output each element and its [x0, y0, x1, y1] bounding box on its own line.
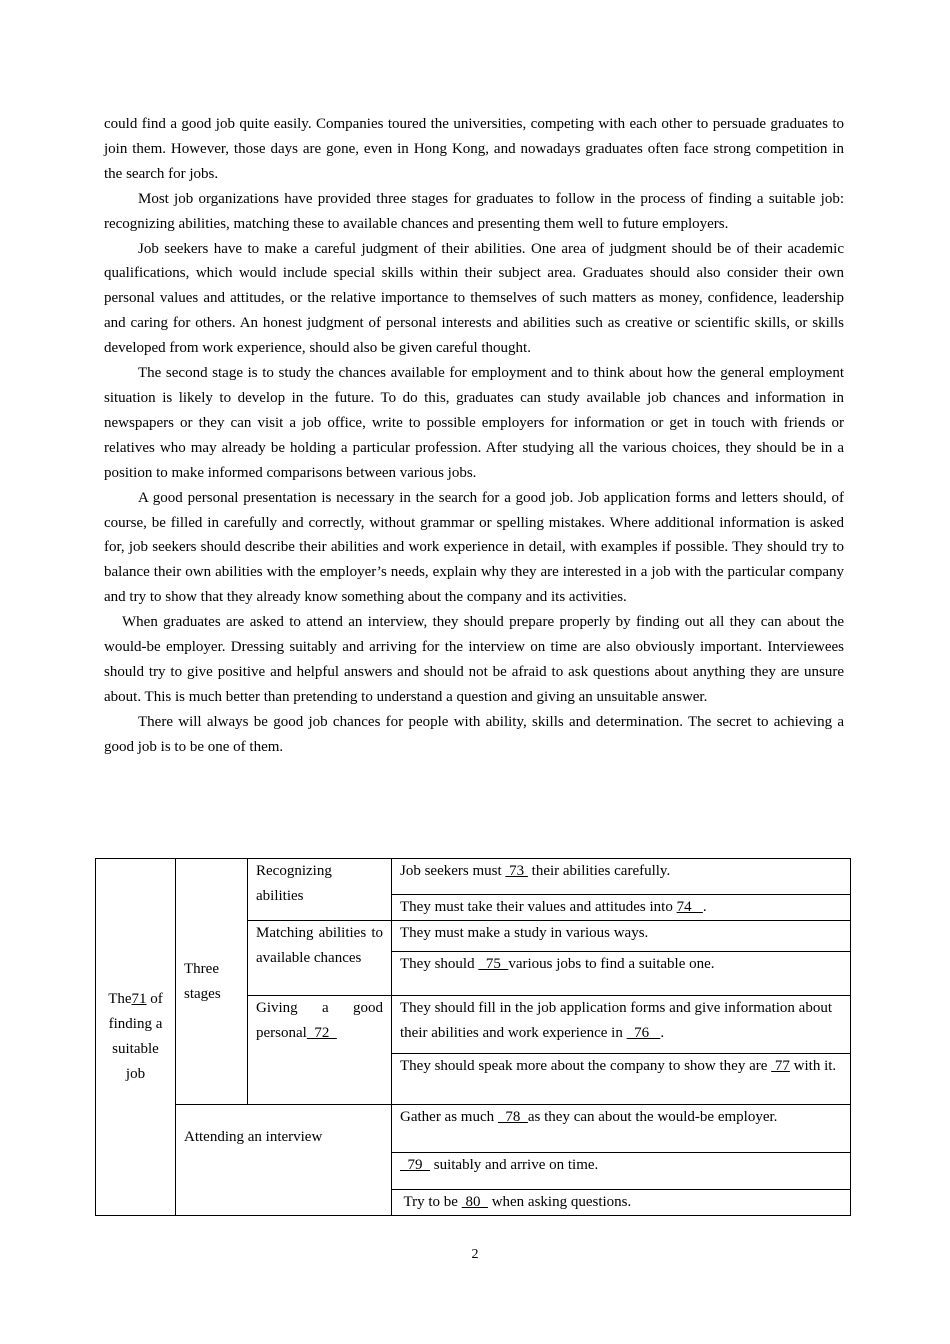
detail-row: They should 75 various jobs to find a suitable one. — [392, 952, 851, 996]
blank-80: 80 — [461, 1194, 488, 1210]
detail-row: They must make a study in various ways. — [392, 921, 851, 952]
article-text — [104, 112, 844, 760]
stage-presentation: Giving a good personal 72 — [248, 996, 392, 1105]
paragraph: The second stage is to study the chances available for employment and to think about how the general employment situation is likely to develop in the future. To do this, graduates can study available job chances and information in newspapers or they can visit a job office, write to possible employers for information or get in touch with friends or relatives who may already be holding a particular profession. After studying all the various choices, they should be in a position to make informed comparisons between various jobs. — [104, 365, 844, 481]
paragraph: could find a good job quite easily. Companies toured the universities, competing with each other to persuade graduates to join them. However, those days are gone, even in Hong Kong, and nowadays graduates often face strong competition in the search for jobs. — [104, 116, 844, 182]
topic-cell: The71 of finding a suitable job — [96, 859, 176, 1216]
detail-row: They should speak more about the company to show they are 77 with it. — [392, 1054, 851, 1105]
paragraph: Most job organizations have provided three stages for graduates to follow in the process of finding a suitable job: recognizing abilities, matching these to available chances and presenting them well to future employers. — [104, 190, 844, 232]
detail-row: Job seekers must 73 their abilities carefully. — [392, 859, 851, 895]
page-number: 2 — [471, 1247, 479, 1262]
blank-73: 73 — [505, 863, 528, 879]
paragraph: There will always be good job chances for people with ability, skills and determination. The secret to achieving a good job is to be one of them. — [104, 713, 844, 755]
blank-71: 71 — [131, 991, 147, 1008]
detail-row: They should fill in the job application forms and give information about their abilities and work experience in 76 . — [392, 996, 851, 1054]
paragraph: A good personal presentation is necessary in the search for a good job. Job application forms and letters should, of course, be filled in carefully and correctly, without grammar or spelling mistakes. Where additional information is asked for, job seekers should describe their abilities and work experience in detail, with examples if possible. They should try to balance their own abilities with the employer’s needs, explain why they are interested in a job with the particular company and try to show that they already know something about the company and its activities. — [104, 489, 844, 606]
blank-75: 75 — [478, 956, 509, 972]
stage-interview: Attending an interview — [176, 1105, 392, 1216]
stage-recognizing: Recognizing abilities — [248, 859, 392, 921]
paragraph: Job seekers have to make a careful judgment of their abilities. One area of judgment should be of their academic qualifications, which would include special skills within their subject area. Graduates should also consider their own personal values and attitudes, or the relative importance to themselves of such matters as money, confidence, leadership and caring for others. An honest judgment of personal interests and abilities such as creative or scientific skills, or skills developed from work experience, should also be given careful thought. — [104, 240, 844, 357]
three-stages-cell: Three stages — [176, 859, 248, 1105]
blank-72: 72 — [306, 1024, 337, 1041]
blank-77: 77 — [771, 1058, 790, 1074]
blank-78: 78 — [497, 1109, 528, 1125]
detail-row: Gather as much 78 as they can about the would-be employer. — [392, 1105, 851, 1153]
blank-74: 74 — [676, 899, 703, 915]
detail-row: 79 suitably and arrive on time. — [392, 1153, 851, 1190]
detail-row: Try to be 80 when asking questions. — [392, 1190, 851, 1216]
blank-76: 76 — [626, 1024, 661, 1041]
summary-table — [95, 858, 851, 1216]
stage-matching: Matching abilities to available chances — [248, 921, 392, 996]
paragraph: When graduates are asked to attend an interview, they should prepare properly by finding out all they can about the would-be employer. Dressing suitably and arriving for the interview on time are also obviously important. Interviewees should try to give positive and helpful answers and should not be afraid to ask questions about anything they are unsure about. This is much better than pretending to understand a question and giving an unsuitable answer. — [104, 614, 844, 705]
detail-row: They must take their values and attitudes into 74 . — [392, 895, 851, 921]
blank-79: 79 — [400, 1157, 430, 1173]
